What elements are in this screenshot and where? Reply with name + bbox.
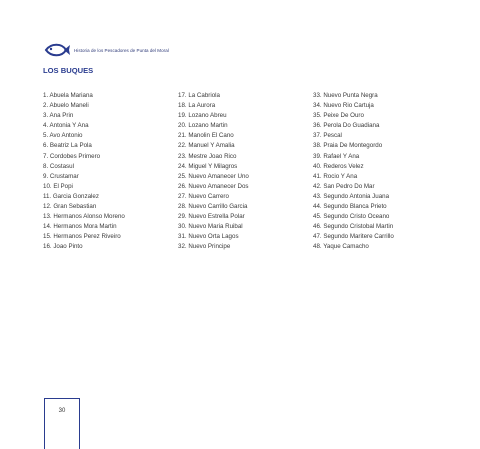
- boat-list-item: 45. Segundo Cristo Oceano: [313, 213, 390, 221]
- boat-list-item: 23. Mestre Joao Rico: [178, 152, 237, 160]
- boat-list-item: 25. Nuevo Amanecer Uno: [178, 172, 249, 180]
- boat-list-item: 13. Hermanos Alonso Moreno: [43, 213, 125, 221]
- boat-list-item: 18. La Aurora: [178, 102, 216, 110]
- boat-list-item: 10. El Popi: [43, 182, 73, 190]
- boat-list-item: 30. Nuevo Maria Ruibal: [178, 223, 243, 231]
- boat-list-item: 41. Rocio Y Ana: [313, 172, 358, 180]
- boat-list-item: 34. Nuevo Rio Cartuja: [313, 102, 374, 110]
- section-title: LOS BUQUES: [43, 66, 94, 75]
- boat-list-item: 36. Perola Do Guadiana: [313, 122, 380, 130]
- boat-list-item: 22. Manuel Y Amalia: [178, 142, 235, 150]
- boat-list-item: 26. Nuevo Amanecer Dos: [178, 182, 249, 190]
- boat-list-column-1: [43, 91, 125, 253]
- page-header: [44, 42, 169, 58]
- boat-list-item: 40. Rederos Velez: [313, 162, 364, 170]
- boat-list-item: 37. Pescal: [313, 132, 342, 140]
- boat-list-item: 15. Hermanos Perez Riveiro: [43, 233, 121, 241]
- boat-list-column-2: [178, 91, 249, 253]
- boat-list-item: 48. Yaque Camacho: [313, 243, 369, 251]
- boat-list-item: 24. Miguel Y Milagros: [178, 162, 238, 170]
- boat-list-item: 8. Costasul: [43, 162, 74, 170]
- boat-list-item: 35. Peixe De Ouro: [313, 112, 364, 120]
- boat-list-item: 14. Hermanos Mora Martin: [43, 223, 117, 231]
- page-number-box: [44, 398, 80, 449]
- boat-list-item: 21. Manolin El Cano: [178, 132, 234, 140]
- boat-list-item: 44. Segundo Blanca Prieto: [313, 203, 387, 211]
- boat-list-item: 7. Cordobes Primero: [43, 152, 101, 160]
- boat-list-item: 19. Lozano Abreu: [178, 112, 227, 120]
- boat-list-item: 46. Segundo Cristobal Martin: [313, 223, 394, 231]
- boat-list-item: 17. La Cabriola: [178, 92, 220, 99]
- boat-list-item: 38. Praia De Montegordo: [313, 142, 383, 150]
- boat-list-column-3: [313, 91, 394, 253]
- boat-list-item: 12. Gran Sebastian: [43, 203, 97, 211]
- boat-list-item: 28. Nuevo Carrillo Garcia: [178, 203, 248, 211]
- boat-list-item: 43. Segundo Antonia Juana: [313, 192, 390, 200]
- boat-list-item: 33. Nuevo Punta Negra: [313, 92, 378, 99]
- fish-icon: [44, 42, 70, 58]
- boat-list-item: 29. Nuevo Estrella Polar: [178, 213, 245, 221]
- boat-list-item: 6. Beatriz La Pola: [43, 142, 92, 150]
- boat-list-item: 31. Nuevo Orta Lagos: [178, 233, 239, 241]
- boat-list-item: 20. Lozano Martin: [178, 122, 228, 130]
- boat-list-item: 2. Abuelo Maneli: [43, 102, 89, 110]
- boat-list-item: 5. Avo Antonio: [43, 132, 83, 140]
- boat-list-item: 27. Nuevo Carrero: [178, 192, 229, 200]
- boat-list-item: 11. Garcia Gonzalez: [43, 192, 99, 200]
- page-number: 30: [58, 408, 66, 414]
- boat-list-item: 9. Crustamar: [43, 172, 79, 180]
- boat-list-item: 4. Antonia Y Ana: [43, 122, 89, 130]
- boat-list-item: 42. San Pedro Do Mar: [313, 182, 375, 190]
- boat-list-item: 32. Nuevo Principe: [178, 243, 231, 251]
- boat-list-item: 47. Segundo Maritere Carrillo: [313, 233, 394, 241]
- boat-list-item: 16. Joao Pinto: [43, 243, 83, 251]
- header-title: Historia de los Pescadores de Punta del Moral: [74, 47, 169, 53]
- boat-list-item: 3. Ana Prin: [43, 112, 74, 120]
- boat-list-item: 1. Abuela Mariana: [43, 92, 93, 99]
- boat-list-item: 39. Rafael Y Ana: [313, 152, 360, 160]
